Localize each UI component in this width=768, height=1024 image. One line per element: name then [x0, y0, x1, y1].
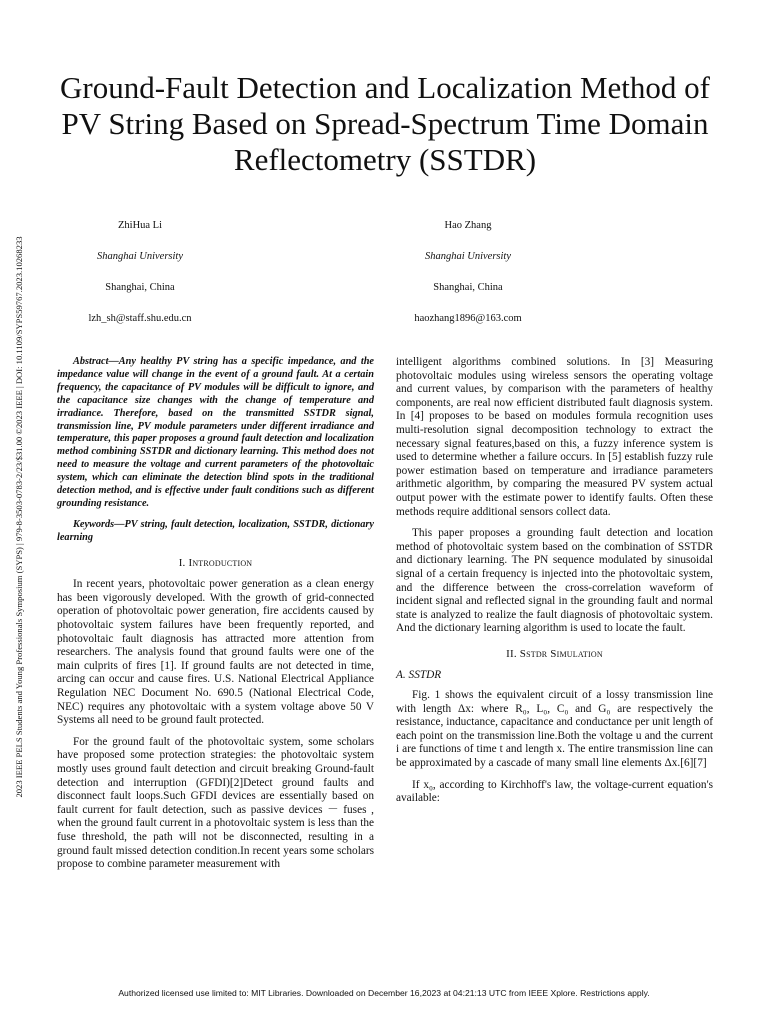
body-paragraph: This paper proposes a grounding fault detection and location method of photovoltaic system based on the combination of SSTDR and dictionary learning. The PN sequence modulated by sinusoidal signal of a certain frequency is injected into the photovoltaic system, and the difference between the cross-correlation waveform of incident signal and reflected signal in the grounding fault and normal state is analyzed to realize the fault diagnosis of photovoltaic system. And the dictionary learning algorithm is used to locate the fault. [396, 527, 713, 635]
author-location: Shanghai, China [433, 282, 503, 293]
body-paragraph: For the ground fault of the photovoltaic system, some scholars have proposed some protection strategies: the photovoltaic system mostly uses ground fault detection and circuit breaking Ground-fault detection and interruption (GFDI)[2]Detect ground faults and disconnect fault loops.Such GFDI devices are essentially based on fault current for fault detection, such as passive devices － fuses , when the ground fault current in a photovoltaic system is less than the fuse threshold, the path will not be disconnected, resulting in a ground fault missed detection condition.In recent years some scholars propose to combine parameter measurement with [57, 735, 374, 871]
body-paragraph: If x₀, according to Kirchhoff's law, the voltage-current equation's available: [396, 778, 713, 805]
body-paragraph: In recent years, photovoltaic power generation as a clean energy has been vigorously developed. With the growth of grid-connected operation of photovoltaic power generation, fire accidents caused by photovoltaic system failures have been frequently reported, and photovoltaic fault diagnosis has attracted more attention from researchers. The analysis found that ground faults were one of the main culprits of fires [1]. If ground faults are not detected in time, arcing can occur and cause fires. U.S. National Electrical Appliance Regulation NEC Document No. 690.5 (National Electrical Code, NEC) requires any photovoltaic with a system voltage above 50 V Systems all need to be ground fault protected. [57, 578, 374, 727]
section-heading-simulation: II. Sstdr Simulation [506, 647, 603, 660]
author-affiliation: Shanghai University [96, 251, 184, 262]
abstract-label: Abstract [73, 356, 109, 367]
paper-title: Ground-Fault Detection and Localization Method of PV String Based on Spread-Spectrum Time Domain Reflectometry (SSTDR) [60, 70, 710, 177]
subsection-heading-sstdr: A. SSTDR [396, 669, 442, 682]
license-footer: Authorized licensed use limited to: MIT Libraries. Downloaded on December 16,2023 at 04:21:13 UTC from IEEE Xplore. Restrictions apply. [118, 988, 650, 998]
body-paragraph: intelligent algorithms combined solutions. In [3] Measuring photovoltaic modules using wireless sensors the operating voltage and current values, by comparison with the parameters of healthy components, are real now efficient distributed fault diagnosis system. In [4] proposes to be based on modules formula recognition uses multi-resolution signal decomposition technology to extract the necessary signal features,based on this, a fuzzy inference system is used to determine whether a failure occurs. In [5] establish fuzzy rule power estimation based on temperature and irradiance parameters arithmetic algorithm, by comparing the measured PV system actual output power with the estimate power to identify faults. Often these methods require additional sensors collect data. [396, 356, 713, 518]
author-email[interactable]: lzh_sh@staff.shu.edu.cn [88, 313, 192, 324]
body-paragraph: Fig. 1 shows the equivalent circuit of a lossy transmission line with length Δx: where R₀, L₀, C₀ and G₀ are respectively the resistance, inductance, capacitance and conductance per unit length of each point on the transmission line.Both the voltage u and the current i are functions of time t and length x. The entire transmission line can be approximated by a cascade of many small line elements Δx.[6][7] [396, 689, 713, 770]
keywords-label: Keywords [73, 518, 115, 530]
abstract [57, 356, 374, 511]
author-location: Shanghai, China [105, 282, 175, 293]
abstract-text: —Any healthy PV string has a specific impedance, and the impedance value will change in the event of a ground fault. At a certain frequency, the capacitance of PV modules will be difficult to ignore, and the capacitance size changes with the change of temperature and irradiance. Therefore, based on the transmitted SSTDR signal, transmission line, PV module parameters under different irradiance and temperature, this paper proposes a ground fault detection and localization method combining SSTDR and dictionary learning. This method does not need to measure the voltage and current parameters of the photovoltaic system, which can eliminate the detection blind spots in the traditional detection method, and is effective under fault conditions such as different grounding resistance. [57, 356, 374, 509]
section-heading-introduction: I. Introduction [178, 556, 253, 569]
doi-sidebar [9, 172, 29, 862]
left-column [57, 356, 374, 880]
author-name: Hao Zhang [444, 220, 492, 231]
author-affiliation: Shanghai University [424, 251, 512, 262]
author-name: ZhiHua Li [117, 220, 163, 231]
author-email[interactable]: haozhang1896@163.com [414, 313, 522, 324]
sidebar-citation-text: 2023 IEEE PELS Students and Young Professionals Symposium (SYPS) | 979-8-3503-0783-2/23/$31.00 ©2023 IEEE | DOI: 10.1109/SYPS59767.2023.10268233 [14, 236, 24, 798]
keywords-text: —PV string, fault detection, localization, SSTDR, dictionary learning [57, 518, 374, 543]
keywords [57, 519, 374, 545]
right-column [396, 356, 713, 814]
